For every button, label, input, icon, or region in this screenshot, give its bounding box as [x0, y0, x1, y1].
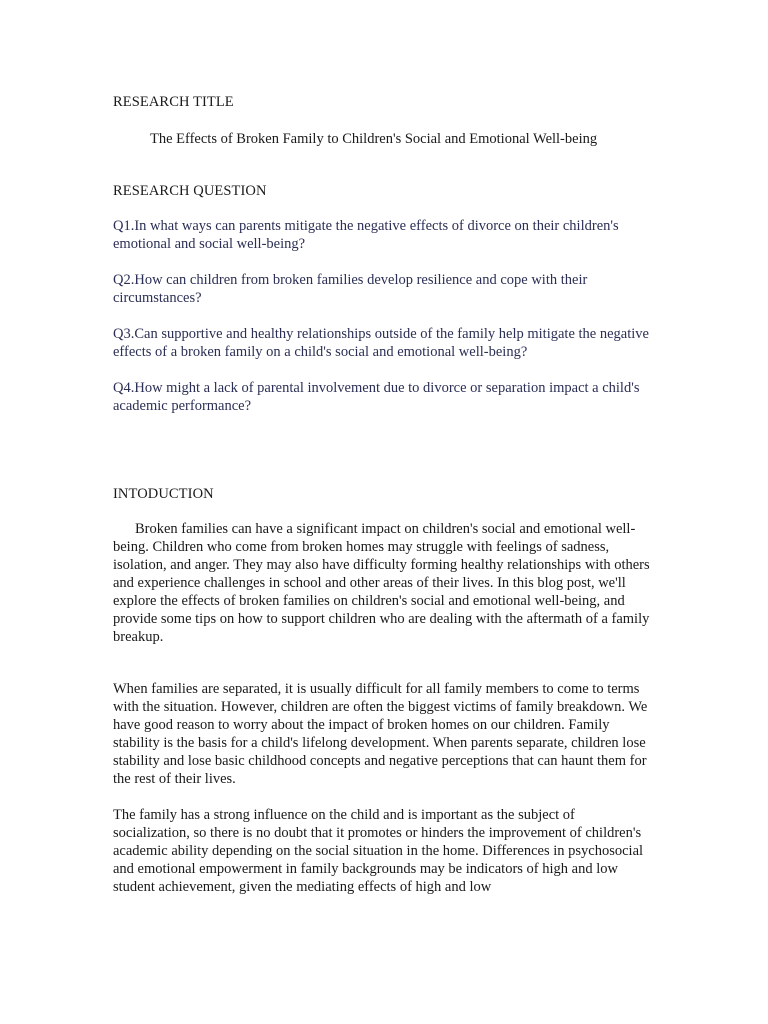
question-4: Q4.How might a lack of parental involvement due to divorce or separation impact a child's academic performance? [113, 380, 640, 414]
intro-paragraph-3: The family has a strong influence on the child and is important as the subject of socialization, so there is no doubt that it promotes or hinders the improvement of children's academic ability depending on the social situation in the home. Differences in psychosocial and emotional empowerment in family backgrounds may be indicators of high and low student achievement, given the mediating effects of high and low [113, 807, 644, 895]
document-page [113, 93, 653, 896]
research-title-text: The Effects of Broken Family to Children's Social and Emotional Well-being [150, 131, 598, 147]
question-1: Q1.In what ways can parents mitigate the negative effects of divorce on their children's emotional and social well-being? [113, 218, 619, 252]
intro-paragraph-1: Broken families can have a significant impact on children's social and emotional well-being. Children who come from broken homes may struggle with feelings of sadness, isolation, and anger. They may also have difficulty forming healthy relationships with others and experience challenges in school and other areas of their lives. In this blog post, we'll explore the effects of broken families on children's social and emotional well-being, and provide some tips on how to support children who are dealing with the aftermath of a family breakup. [113, 521, 650, 645]
research-title-heading: RESEARCH TITLE [113, 94, 234, 110]
introduction-heading: INTODUCTION [113, 486, 214, 502]
research-question-heading: RESEARCH QUESTION [113, 183, 267, 199]
question-2: Q2.How can children from broken families develop resilience and cope with their circumstances? [113, 272, 588, 306]
intro-paragraph-2: When families are separated, it is usually difficult for all family members to come to terms with the situation. However, children are often the biggest victims of family breakdown. We have good reason to worry about the impact of broken homes on our children. Family stability is the basis for a child's lifelong development. When parents separate, children lose stability and lose basic childhood concepts and negative perceptions that can haunt them for the rest of their lives. [113, 681, 648, 787]
question-3: Q3.Can supportive and healthy relationships outside of the family help mitigate the negative effects of a broken family on a child's social and emotional well-being? [113, 326, 649, 360]
